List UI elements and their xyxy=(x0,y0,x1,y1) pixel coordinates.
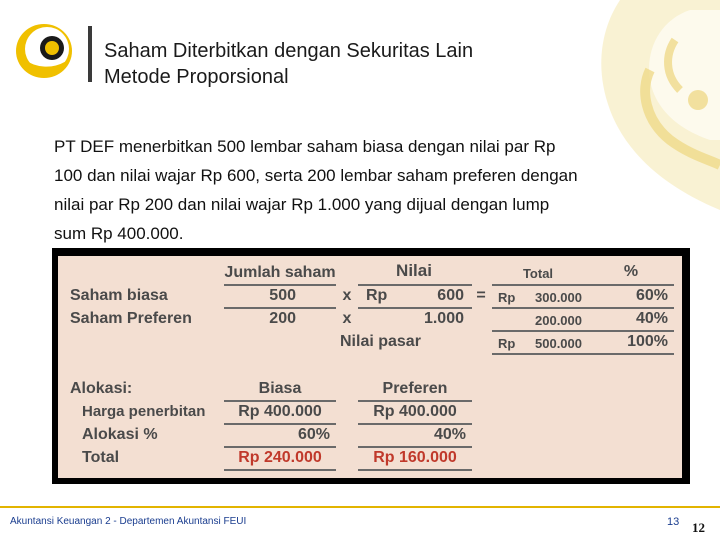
footer-text: Akuntansi Keuangan 2 - Departemen Akuntansi FEUI xyxy=(10,516,247,527)
page-number: 12 xyxy=(692,520,705,535)
total-label: Total xyxy=(82,449,120,466)
rule xyxy=(224,469,336,471)
rule xyxy=(492,353,674,355)
title-accent-bar xyxy=(88,26,92,82)
rule xyxy=(358,469,472,471)
biasa-total: 300.000 xyxy=(535,290,582,305)
header-jumlah-saham: Jumlah saham xyxy=(224,264,336,281)
row-label-saham-preferen: Saham Preferen xyxy=(70,310,192,327)
slide-number: 13 xyxy=(667,516,680,528)
biasa-eq: = xyxy=(476,287,486,304)
row-label-saham-biasa: Saham biasa xyxy=(70,287,168,304)
paragraph-line-3: nilai par Rp 200 dan nilai wajar Rp 1.000 yang dijual dengan lump xyxy=(54,195,550,214)
alokasi-pct-label: Alokasi % xyxy=(82,426,158,443)
biasa-jumlah: 500 xyxy=(269,287,296,304)
slide-title xyxy=(104,38,473,90)
problem-paragraph xyxy=(54,132,654,248)
allocation-table xyxy=(58,256,682,478)
footer-divider xyxy=(0,506,720,508)
preferen-op: x xyxy=(342,310,352,327)
alokasi-preferen-header: Preferen xyxy=(382,380,448,397)
alokasi-pct-preferen: 40% xyxy=(433,426,466,443)
total-biasa: Rp 240.000 xyxy=(238,449,322,466)
slide-title-line-2: Metode Proporsional xyxy=(104,66,289,88)
pasar-total-rp: Rp xyxy=(498,336,516,351)
alokasi-biasa-header: Biasa xyxy=(258,380,302,397)
biasa-nilai: 600 xyxy=(437,287,464,304)
preferen-percent: 40% xyxy=(635,310,668,327)
biasa-op: x xyxy=(342,287,352,304)
slide-title-line-1: Saham Diterbitkan dengan Sekuritas Lain xyxy=(104,40,474,62)
alokasi-pct-biasa: 60% xyxy=(297,426,330,443)
allocation-table-frame xyxy=(52,248,690,484)
total-preferen: Rp 160.000 xyxy=(373,449,457,466)
row-label-nilai-pasar: Nilai pasar xyxy=(340,333,421,350)
pasar-percent: 100% xyxy=(627,333,668,350)
preferen-jumlah: 200 xyxy=(269,310,296,327)
biasa-total-rp: Rp xyxy=(498,290,516,305)
university-logo-icon xyxy=(14,22,74,80)
harga-penerbitan-label: Harga penerbitan xyxy=(82,403,206,420)
preferen-nilai: 1.000 xyxy=(423,310,464,327)
paragraph-line-2: 100 dan nilai wajar Rp 600, serta 200 lembar saham preferen dengan xyxy=(54,166,578,185)
header-total: Total xyxy=(522,266,554,281)
biasa-rp: Rp xyxy=(366,287,388,304)
paragraph-line-1: PT DEF menerbitkan 500 lembar saham biasa dengan nilai par Rp xyxy=(54,137,556,156)
alokasi-label: Alokasi: xyxy=(70,380,133,397)
header-nilai: Nilai xyxy=(396,261,432,280)
biasa-percent: 60% xyxy=(635,287,668,304)
harga-preferen: Rp 400.000 xyxy=(373,403,457,420)
paragraph-line-4: sum Rp 400.000. xyxy=(54,224,184,243)
pasar-total: 500.000 xyxy=(535,336,582,351)
preferen-total: 200.000 xyxy=(535,313,582,328)
header-percent: % xyxy=(623,263,639,280)
harga-biasa: Rp 400.000 xyxy=(238,403,322,420)
